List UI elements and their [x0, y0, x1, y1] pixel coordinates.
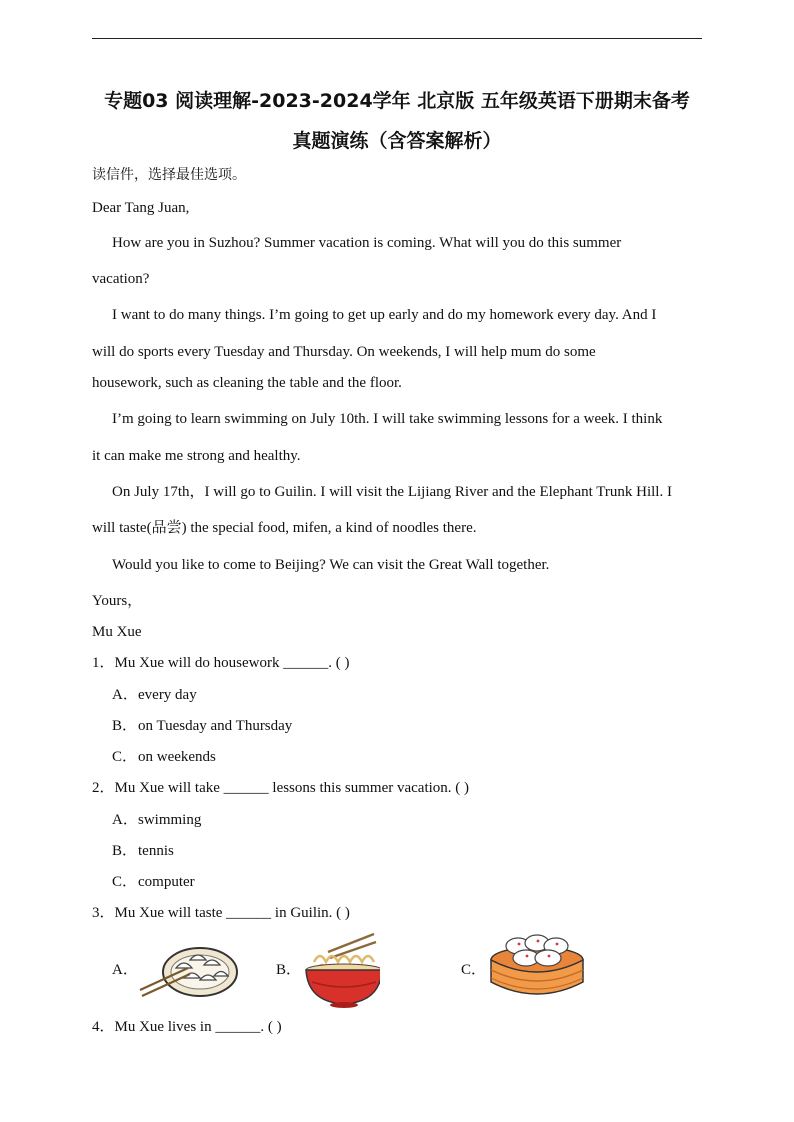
question-2-option-b[interactable] — [112, 842, 174, 860]
instruction: 读信件，选择最佳选项。 — [92, 167, 246, 183]
question-3-stem: 3．Mu Xue will taste ______ in Guilin. ( ) — [92, 905, 350, 921]
letter-paragraph-4-line-2: will taste(品尝) the special food, mifen, a kind of noodles there. — [92, 520, 477, 536]
question-1-option-c[interactable] — [112, 748, 216, 766]
letter-signature: Mu Xue — [92, 624, 142, 640]
letter-paragraph-1-line-1: How are you in Suzhou? Summer vacation is coming. What will you do this summer — [112, 235, 622, 251]
option-letter: C． — [112, 749, 138, 765]
option-text: every day — [138, 687, 197, 703]
option-text: computer — [138, 874, 195, 890]
letter-paragraph-3-line-1: I’m going to learn swimming on July 10th. I will take swimming lessons for a week. I think — [112, 411, 663, 427]
question-4-stem: 4．Mu Xue lives in ______. ( ) — [92, 1019, 282, 1035]
option-letter: B． — [112, 718, 138, 734]
dumplings-plate-icon[interactable] — [138, 938, 240, 1000]
question-1-option-a[interactable] — [112, 686, 197, 704]
noodle-bowl-icon[interactable] — [300, 932, 380, 1008]
letter-paragraph-5: Would you like to come to Beijing? We can visit the Great Wall together. — [112, 557, 550, 573]
option-text: tennis — [138, 843, 174, 859]
question-2-option-a[interactable] — [112, 811, 201, 829]
option-letter: B． — [112, 843, 138, 859]
option-text: on weekends — [138, 749, 216, 765]
letter-paragraph-2-line-1: I want to do many things. I’m going to get up early and do my homework every day. And I — [112, 307, 657, 323]
question-1-stem: 1．Mu Xue will do housework ______. ( ) — [92, 655, 350, 671]
letter-paragraph-2-line-2: will do sports every Tuesday and Thursday. On weekends, I will help mum do some — [92, 344, 596, 360]
question-3-option-a-letter[interactable]: A． — [112, 962, 138, 978]
document-title-line-1: 专题03 阅读理解-2023-2024学年 北京版 五年级英语下册期末备考 — [104, 90, 690, 112]
header-rule — [92, 38, 702, 39]
question-1-option-b[interactable] — [112, 717, 292, 735]
option-text: on Tuesday and Thursday — [138, 718, 293, 734]
steamed-buns-steamer-icon[interactable] — [486, 932, 588, 1002]
question-2-stem: 2．Mu Xue will take ______ lessons this summer vacation. ( ) — [92, 780, 470, 796]
question-3-option-c-letter[interactable]: C． — [461, 962, 487, 978]
option-letter: A． — [112, 812, 138, 828]
letter-paragraph-2-line-3: housework, such as cleaning the table and the floor. — [92, 375, 402, 391]
letter-greeting: Dear Tang Juan, — [92, 200, 190, 216]
question-3-option-b-letter[interactable]: B． — [276, 962, 302, 978]
letter-paragraph-4-line-1: On July 17th，I will go to Guilin. I will visit the Lijiang River and the Elephant Trunk Hill. I — [112, 484, 672, 500]
letter-paragraph-3-line-2: it can make me strong and healthy. — [92, 448, 301, 464]
option-text: swimming — [138, 812, 202, 828]
question-2-option-c[interactable] — [112, 873, 195, 891]
option-letter: C． — [112, 874, 138, 890]
letter-paragraph-1-line-2: vacation? — [92, 271, 150, 287]
letter-closing: Yours， — [92, 593, 143, 609]
document-title-line-2: 真题演练（含答案解析） — [292, 130, 502, 152]
option-letter: A． — [112, 687, 138, 703]
